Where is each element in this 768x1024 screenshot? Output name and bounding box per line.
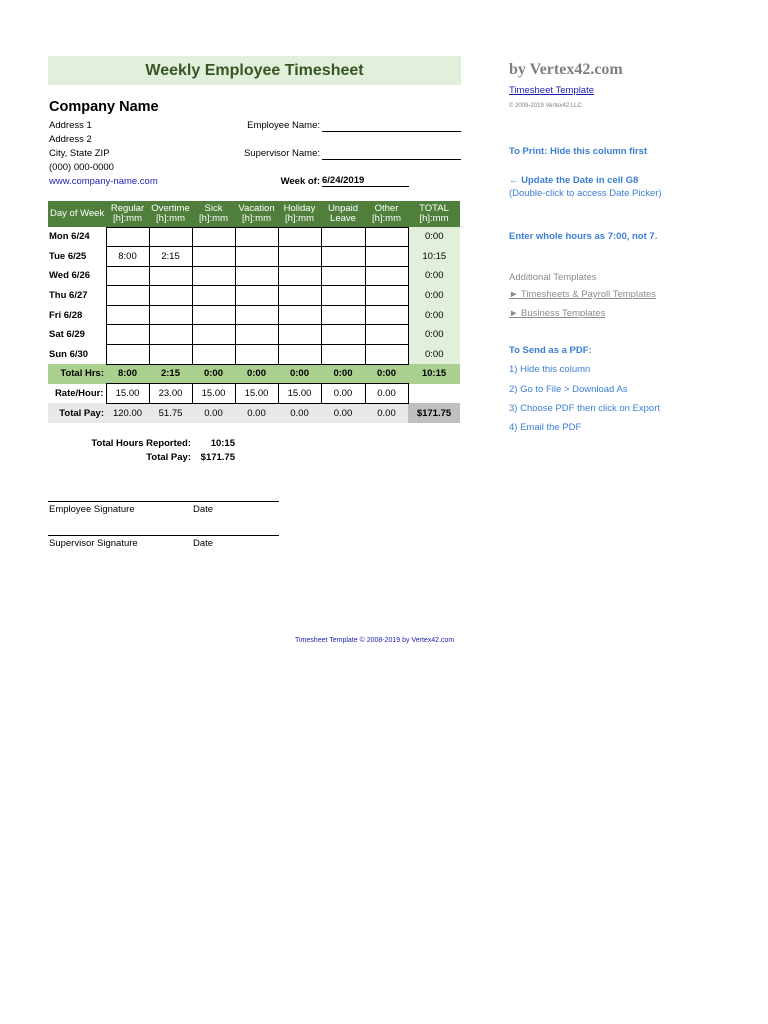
rate-cell[interactable]: 15.00 <box>106 384 149 404</box>
day-label: Sat 6/29 <box>49 329 85 341</box>
print-tip: To Print: Hide this column first <box>509 146 648 157</box>
table-row <box>48 305 460 325</box>
total-hours-cell: 0:00 <box>278 364 321 384</box>
hours-cell[interactable] <box>278 325 321 345</box>
table-row <box>48 286 460 306</box>
total-pay-row <box>48 403 460 423</box>
col-header-unpaid-leave: Unpaid Leave <box>321 201 365 227</box>
hours-cell[interactable] <box>192 286 235 306</box>
week-of-date-field[interactable]: 6/24/2019 <box>322 175 409 187</box>
hours-cell[interactable] <box>365 345 408 365</box>
title-band <box>48 56 461 85</box>
col-header-regular: Regular [h]:mm <box>106 201 149 227</box>
hours-cell[interactable] <box>235 266 278 286</box>
pdf-step-1: 1) Hide this column <box>509 364 591 375</box>
week-of-label: Week of: <box>280 176 320 187</box>
hours-cell[interactable] <box>149 305 192 325</box>
day-label: Thu 6/27 <box>49 290 88 302</box>
employee-name-label: Employee Name: <box>247 120 320 131</box>
rate-cell[interactable]: 0.00 <box>321 384 365 404</box>
total-hours-cell: 0:00 <box>235 364 278 384</box>
hours-cell[interactable]: 8:00 <box>106 247 149 267</box>
employee-signature-line[interactable] <box>48 501 279 502</box>
total-hours-cell: 0:00 <box>321 364 365 384</box>
hours-cell[interactable] <box>365 305 408 325</box>
col-header-total: TOTAL [h]:mm <box>408 201 460 227</box>
date-tip: ← Update the Date in cell G8 <box>509 175 639 186</box>
hours-cell[interactable] <box>235 325 278 345</box>
row-total: 0:00 <box>408 286 460 306</box>
rate-cell[interactable]: 15.00 <box>192 384 235 404</box>
rate-label: Rate/Hour: <box>48 384 106 404</box>
timesheet-table <box>48 201 460 423</box>
hours-cell[interactable] <box>149 325 192 345</box>
supervisor-name-label: Supervisor Name: <box>243 148 320 159</box>
total-hours-reported-label: Total Hours Reported: <box>91 438 191 449</box>
hours-cell[interactable] <box>321 266 365 286</box>
hours-cell[interactable] <box>106 345 149 365</box>
day-label: Wed 6/26 <box>49 270 91 282</box>
company-website-link[interactable]: www.company-name.com <box>49 176 158 187</box>
summary-total-pay-value: $171.75 <box>200 452 235 463</box>
col-header-vacation: Vacation [h]:mm <box>235 201 278 227</box>
grand-total-hours: 10:15 <box>408 364 460 384</box>
hours-cell[interactable] <box>321 286 365 306</box>
hours-cell[interactable] <box>278 286 321 306</box>
hours-cell[interactable] <box>192 345 235 365</box>
table-row <box>48 247 460 267</box>
table-row <box>48 325 460 345</box>
business-templates-link[interactable]: ► Business Templates <box>509 308 606 319</box>
hours-cell[interactable] <box>278 247 321 267</box>
total-hours-label: Total Hrs: <box>48 364 106 384</box>
company-phone[interactable]: (000) 000-0000 <box>49 162 114 173</box>
pay-cell: 0.00 <box>321 403 365 423</box>
total-hours-cell: 0:00 <box>192 364 235 384</box>
hours-cell[interactable] <box>278 227 321 247</box>
pdf-step-4: 4) Email the PDF <box>509 422 582 433</box>
pdf-step-3: 3) Choose PDF then click on Export <box>509 403 661 414</box>
hours-cell[interactable] <box>321 247 365 267</box>
rate-cell[interactable]: 15.00 <box>278 384 321 404</box>
pay-cell: 0.00 <box>192 403 235 423</box>
hours-cell[interactable] <box>149 345 192 365</box>
row-total: 0:00 <box>408 266 460 286</box>
col-header-other: Other [h]:mm <box>365 201 408 227</box>
row-total: 0:00 <box>408 325 460 345</box>
hours-cell[interactable] <box>106 266 149 286</box>
supervisor-signature-label: Supervisor Signature <box>49 538 138 549</box>
supervisor-date-label: Date <box>193 538 214 549</box>
footer-credit[interactable]: Timesheet Template © 2008-2019 by Vertex42.com <box>295 637 455 644</box>
hours-cell[interactable] <box>365 286 408 306</box>
employee-signature-label: Employee Signature <box>49 504 135 515</box>
summary-total-pay-label: Total Pay: <box>146 452 191 463</box>
rate-row <box>48 384 460 404</box>
col-header-holiday: Holiday [h]:mm <box>278 201 321 227</box>
address-line-1[interactable]: Address 1 <box>49 120 92 131</box>
hours-cell[interactable] <box>106 286 149 306</box>
total-hours-cell: 8:00 <box>106 364 149 384</box>
hours-cell[interactable] <box>365 266 408 286</box>
hours-cell[interactable] <box>321 345 365 365</box>
hours-cell[interactable] <box>192 247 235 267</box>
additional-templates-heading: Additional Templates <box>509 272 597 283</box>
hours-cell[interactable] <box>106 325 149 345</box>
total-hours-cell: 2:15 <box>149 364 192 384</box>
rate-cell[interactable]: 23.00 <box>149 384 192 404</box>
total-hours-reported-value: 10:15 <box>210 438 235 449</box>
pay-cell: 0.00 <box>235 403 278 423</box>
day-label: Fri 6/28 <box>49 309 83 321</box>
hours-cell[interactable] <box>235 286 278 306</box>
hours-cell[interactable] <box>106 227 149 247</box>
col-header-day: Day of Week <box>48 201 106 227</box>
hours-cell[interactable] <box>278 305 321 325</box>
timesheet-template-link[interactable]: Timesheet Template <box>509 85 595 96</box>
table-header-row <box>48 201 460 227</box>
hours-cell[interactable]: 2:15 <box>149 247 192 267</box>
pay-cell: 0.00 <box>278 403 321 423</box>
date-picker-tip: (Double-click to access Date Picker) <box>509 188 662 199</box>
total-hours-cell: 0:00 <box>365 364 408 384</box>
hours-cell[interactable] <box>365 325 408 345</box>
day-label: Sun 6/30 <box>49 348 89 360</box>
employee-name-field[interactable] <box>322 120 461 132</box>
address-line-2[interactable]: Address 2 <box>49 134 92 145</box>
hours-cell[interactable] <box>235 345 278 365</box>
col-header-overtime: Overtime [h]:mm <box>149 201 192 227</box>
rate-total-blank <box>408 384 460 404</box>
hours-cell[interactable] <box>278 345 321 365</box>
city-state-zip[interactable]: City, State ZIP <box>49 148 110 159</box>
pdf-instructions-heading: To Send as a PDF: <box>509 345 592 356</box>
hours-cell[interactable] <box>192 227 235 247</box>
company-name[interactable]: Company Name <box>49 99 159 115</box>
hours-cell[interactable] <box>149 227 192 247</box>
row-total: 0:00 <box>408 227 460 247</box>
hours-cell[interactable] <box>321 227 365 247</box>
hours-cell[interactable] <box>192 305 235 325</box>
hours-cell[interactable] <box>235 227 278 247</box>
total-hours-row <box>48 364 460 384</box>
row-total: 0:00 <box>408 305 460 325</box>
table-row <box>48 266 460 286</box>
pay-cell: 0.00 <box>365 403 408 423</box>
hours-cell[interactable] <box>321 305 365 325</box>
vertex42-logo[interactable]: by Vertex42.com <box>509 61 623 78</box>
rate-cell[interactable]: 15.00 <box>235 384 278 404</box>
hours-cell[interactable] <box>192 266 235 286</box>
rate-cell[interactable]: 0.00 <box>365 384 408 404</box>
hours-cell[interactable] <box>365 247 408 267</box>
total-pay-label: Total Pay: <box>48 403 106 423</box>
hours-cell[interactable] <box>321 325 365 345</box>
hours-entry-tip: Enter whole hours as 7:00, not 7. <box>509 231 658 242</box>
hours-cell[interactable] <box>149 266 192 286</box>
hours-cell[interactable] <box>192 325 235 345</box>
pdf-step-2: 2) Go to File > Download As <box>509 384 628 395</box>
hours-cell[interactable] <box>365 227 408 247</box>
pay-cell: 120.00 <box>106 403 149 423</box>
table-row <box>48 345 460 365</box>
supervisor-name-field[interactable] <box>322 148 461 160</box>
table-row <box>48 227 460 247</box>
supervisor-signature-line[interactable] <box>48 535 279 536</box>
payroll-templates-link[interactable]: ► Timesheets & Payroll Templates <box>509 289 657 300</box>
grand-total-pay: $171.75 <box>408 403 460 423</box>
hours-cell[interactable] <box>149 286 192 306</box>
hours-cell[interactable] <box>235 247 278 267</box>
day-label: Mon 6/24 <box>49 231 90 243</box>
day-label: Tue 6/25 <box>49 250 87 262</box>
page-title: Weekly Employee Timesheet <box>145 62 364 79</box>
row-total: 10:15 <box>408 247 460 267</box>
pay-cell: 51.75 <box>149 403 192 423</box>
col-header-sick: Sick [h]:mm <box>192 201 235 227</box>
hours-cell[interactable] <box>278 266 321 286</box>
hours-cell[interactable] <box>235 305 278 325</box>
employee-date-label: Date <box>193 504 214 515</box>
row-total: 0:00 <box>408 345 460 365</box>
sidebar-copyright: © 2008-2019 Vertex42 LLC <box>509 103 582 109</box>
hours-cell[interactable] <box>106 305 149 325</box>
